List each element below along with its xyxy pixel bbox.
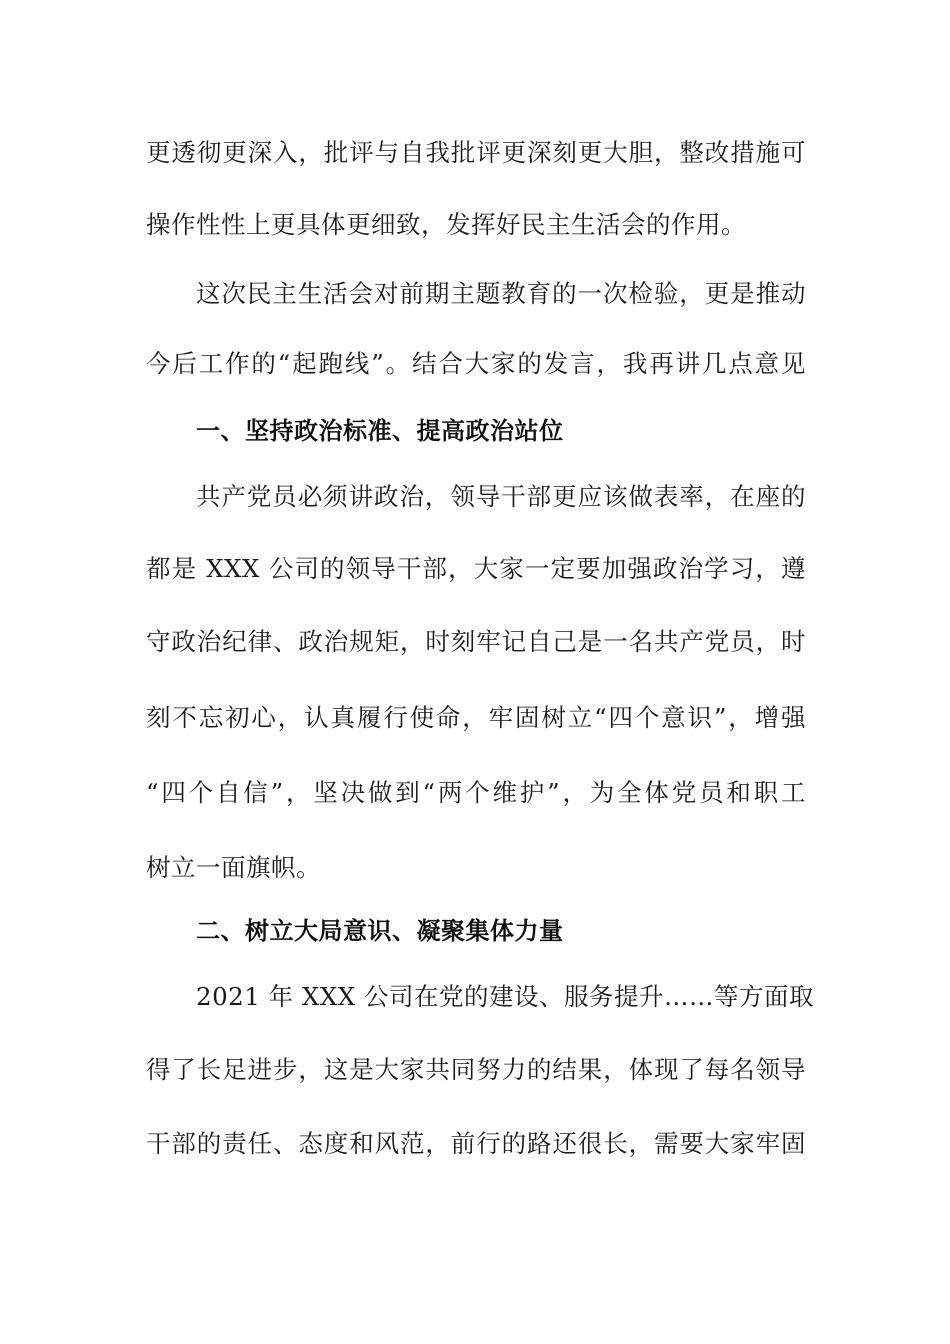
paragraph-line: 干部的责任、态度和风范，前行的路还很长，需要大家牢固 — [146, 1129, 806, 1158]
section-heading-1: 一、坚持政治标准、提高政治站位 — [196, 417, 564, 445]
paragraph-line: “四个自信”，坚决做到“两个维护”，为全体党员和职工 — [146, 778, 806, 807]
paragraph-line: 守政治纪律、政治规矩，时刻牢记自己是一名共产党员，时 — [146, 627, 806, 656]
paragraph-line: 这次民主生活会对前期主题教育的一次检验，更是推动 — [196, 279, 806, 308]
paragraph-line: 操作性性上更具体更细致，发挥好民主生活会的作用。 — [146, 210, 746, 239]
paragraph-line: 树立一面旗帜。 — [146, 853, 321, 882]
paragraph-line: 共产党员必须讲政治，领导干部更应该做表率，在座的 — [196, 482, 806, 511]
section-heading-2: 二、树立大局意识、凝聚集体力量 — [196, 917, 564, 945]
paragraph-line: 2021 年 XXX 公司在党的建设、服务提升……等方面取 — [196, 982, 815, 1011]
paragraph-line: 更透彻更深入，批评与自我批评更深刻更大胆，整改措施可 — [146, 138, 806, 167]
paragraph-line: 得了长足进步，这是大家共同努力的结果，体现了每名领导 — [146, 1055, 806, 1084]
paragraph-line: 刻不忘初心，认真履行使命，牢固树立“四个意识”，增强 — [146, 703, 806, 732]
paragraph-line: 都是 XXX 公司的领导干部，大家一定要加强政治学习，遵 — [146, 554, 806, 583]
paragraph-line: 今后工作的“起跑线”。结合大家的发言，我再讲几点意见 — [146, 349, 806, 378]
